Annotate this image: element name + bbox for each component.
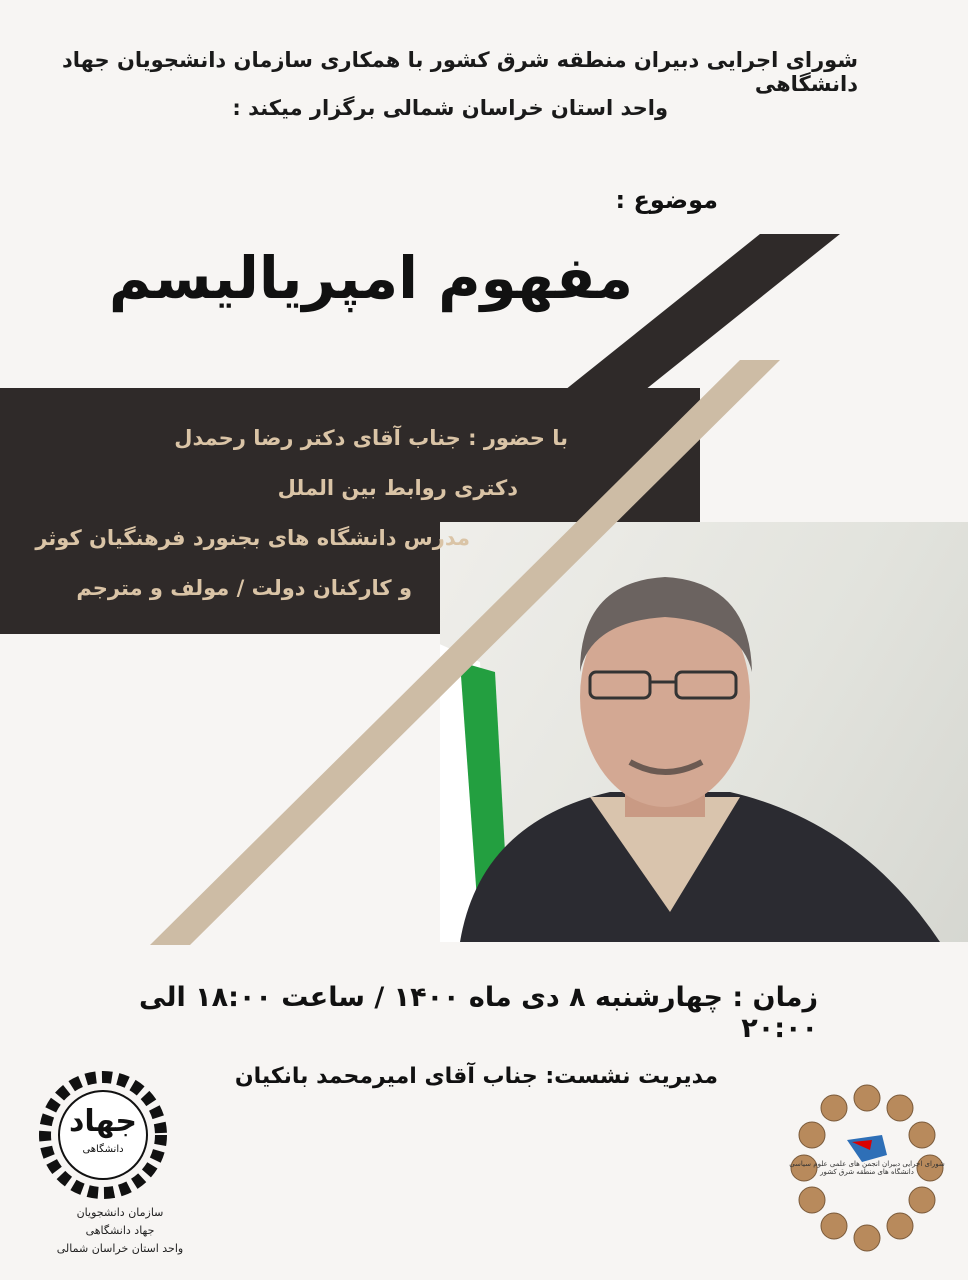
logo-line-2: جهاد دانشگاهی: [85, 1224, 155, 1237]
guest-line-1: با حضور : جناب آقای دکتر رضا رحمدل: [174, 426, 568, 450]
guest-line-2: دکتری روابط بین الملل: [277, 476, 518, 500]
header-line-1: شورای اجرایی دبیران منطقه شرق کشور با همکاری سازمان دانشجویان جهاد دانشگاهی: [62, 48, 858, 96]
subject-label: موضوع :: [615, 186, 718, 214]
header-line-2: واحد استان خراسان شمالی برگزار میکند :: [232, 96, 668, 120]
guest-line-3: مدرس دانشگاه های بجنورد فرهنگیان کوثر: [35, 526, 470, 550]
event-time: زمان : چهارشنبه ۸ دی ماه ۱۴۰۰ / ساعت ۱۸:۰۰ الی ۲۰:۰۰: [139, 982, 818, 1044]
subject-title: مفهوم امپریالیسم: [108, 244, 633, 312]
moderator: مدیریت نشست: جناب آقای امیرمحمد بانکیان: [234, 1064, 718, 1089]
logo-line-3: واحد استان خراسان شمالی: [56, 1242, 184, 1255]
guest-line-4: و کارکنان دولت / مولف و مترجم: [76, 576, 412, 600]
council-text: شورای اجرایی دبیران انجمن های علمی علوم سیاسی دانشگاه های منطقه شرق کشور: [789, 1160, 945, 1176]
logo-emblem: جهاد: [68, 1104, 138, 1139]
logo-line-1: سازمان دانشجویان: [76, 1206, 164, 1219]
jahad-logo: [38, 1070, 168, 1200]
logo-emblem-sub: دانشگاهی: [82, 1144, 124, 1155]
